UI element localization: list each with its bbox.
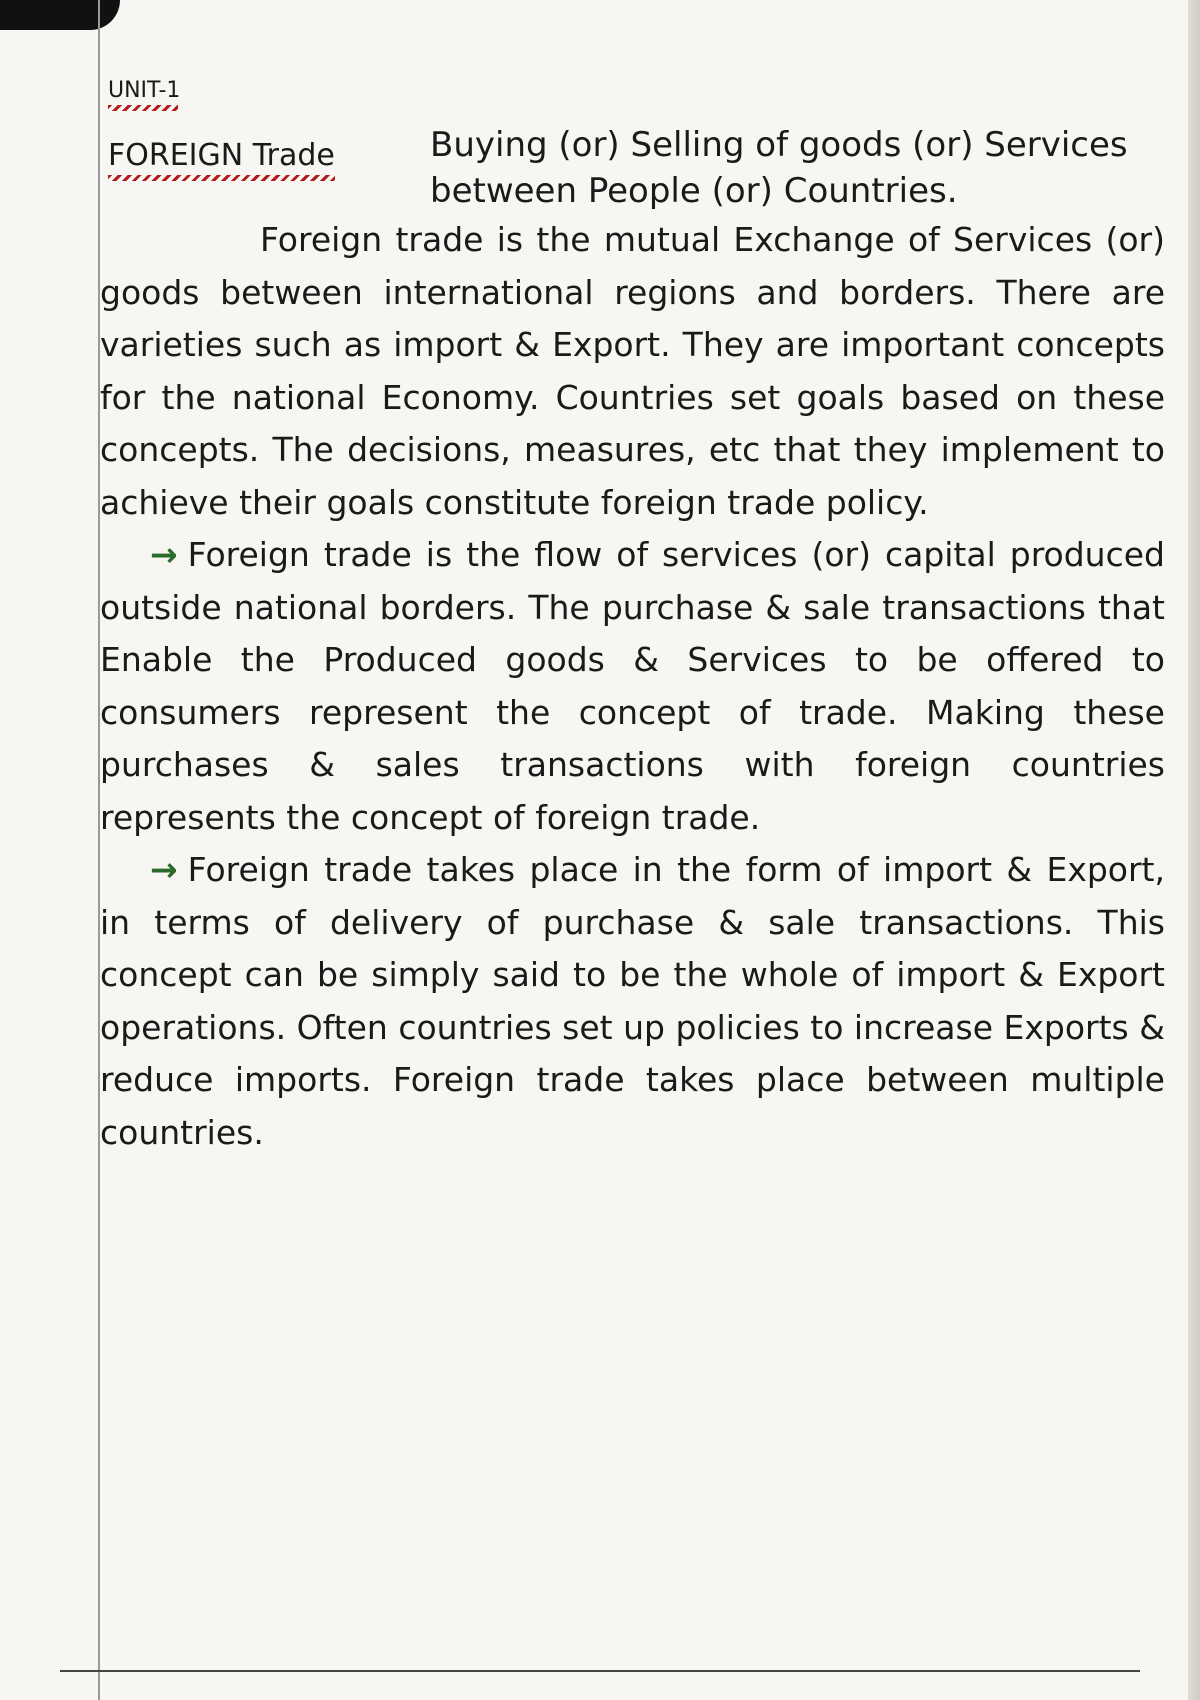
arrow-icon: → [150,535,178,574]
arrow-icon: → [150,850,178,889]
page-edge [1188,0,1200,1700]
heading-term: FOREIGN Trade [108,138,335,181]
heading-underline [108,175,335,181]
notes-body [100,214,1165,1159]
paragraph-1: Foreign trade is the mutual Exchange of Services (or) goods between international regions and borders. There are varieties such as import & Export. They are important concepts for the national Economy. Countries set goals based on these concepts. The decisions, measures, etc that they implement to achieve their goals constitute foreign trade policy. [100,220,1165,522]
unit-underline [108,105,178,111]
unit-label: UNIT-1 [108,78,180,111]
paragraph-2: → Foreign trade is the flow of services (or) capital produced outside national borders. The purchase & sale transactions that Enable the Produced goods & Services to be offered to consumers represent the concept of trade. Making these purchases & sales transactions with foreign countries represents the concept of foreign trade. [100,535,1165,837]
paragraph-3: → Foreign trade takes place in the form of import & Export, in terms of delivery of purchase & sale transactions. This concept can be simply said to be the whole of import & Export operations. Often countries set up policies to increase Exports & reduce imports. Foreign trade takes place between multiple countries. [100,850,1165,1152]
binding-shadow [0,0,120,30]
heading-definition: Buying (or) Selling of goods (or) Services between People (or) Countries. [430,125,1128,211]
page-bottom-rule [60,1670,1140,1672]
